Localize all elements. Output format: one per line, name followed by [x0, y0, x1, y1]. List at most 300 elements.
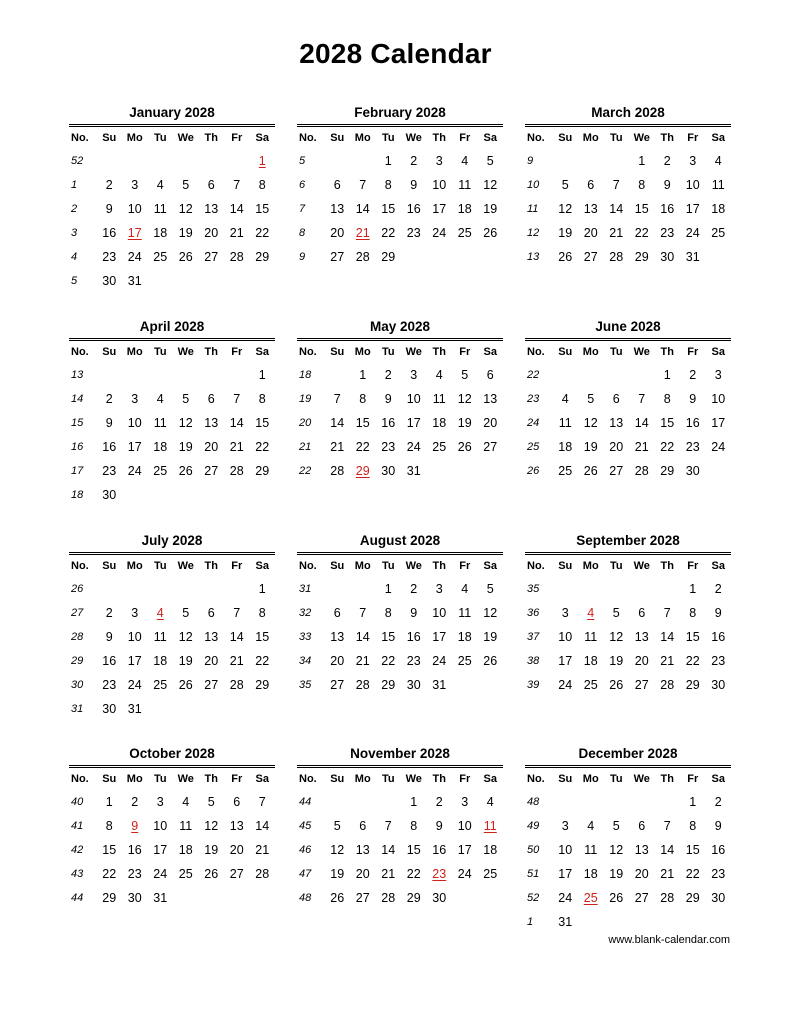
- week-number: 18: [299, 369, 312, 381]
- week-row: [297, 625, 503, 649]
- day-cell: 1: [663, 368, 671, 382]
- day-cell: 19: [483, 630, 498, 644]
- day-cell: [199, 269, 225, 293]
- day-cell: 9: [410, 606, 418, 620]
- day-cell: 26: [178, 464, 193, 478]
- weekday-header: Mo: [582, 773, 599, 785]
- week-row: [69, 221, 275, 245]
- weekday-header: We: [633, 560, 650, 572]
- day-cell: [350, 149, 376, 173]
- week-row: [525, 814, 731, 838]
- day-cell: 13: [609, 416, 624, 430]
- month-block: [297, 103, 503, 269]
- week-row: [525, 197, 731, 221]
- weekday-header: Fr: [687, 132, 699, 144]
- day-cell: 26: [483, 654, 498, 668]
- day-cell: 22: [255, 654, 270, 668]
- day-cell: 26: [558, 250, 573, 264]
- weekday-header: Mo: [354, 773, 371, 785]
- week-number: 1: [71, 179, 78, 191]
- day-cell: 18: [153, 440, 168, 454]
- day-cell: 29: [255, 678, 270, 692]
- day-cell: [199, 886, 225, 910]
- day-cell: 16: [660, 202, 675, 216]
- day-cell: 9: [105, 202, 113, 216]
- day-cell: 23: [406, 226, 421, 240]
- day-cell: 19: [178, 654, 193, 668]
- day-cell: 3: [435, 154, 443, 168]
- week-number: 10: [527, 179, 540, 191]
- weekday-header: Fr: [459, 346, 471, 358]
- day-cell: 15: [634, 202, 649, 216]
- day-cell: 3: [714, 368, 722, 382]
- day-cell: 30: [102, 488, 117, 502]
- day-cell: 26: [178, 250, 193, 264]
- day-cell: [325, 790, 351, 814]
- week-row: [297, 601, 503, 625]
- day-cell: [376, 790, 402, 814]
- day-cell: [224, 149, 250, 173]
- day-cell: [706, 245, 732, 269]
- weekday-header: Fr: [459, 773, 471, 785]
- week-number: 16: [71, 441, 84, 453]
- weekday-header: Su: [102, 560, 117, 572]
- week-number: 48: [527, 796, 540, 808]
- day-cell: 1: [258, 582, 266, 596]
- day-cell: 30: [381, 464, 396, 478]
- day-cell: 2: [105, 606, 113, 620]
- weekday-header: Fr: [687, 560, 699, 572]
- month-name: August 2028: [359, 533, 441, 548]
- day-cell: 30: [102, 702, 117, 716]
- day-cell: 17: [127, 440, 142, 454]
- weekday-header: Th: [660, 132, 674, 144]
- month-block: [69, 317, 275, 507]
- week-number: 31: [71, 703, 84, 715]
- day-cell: 11: [584, 630, 598, 644]
- day-cell: 6: [233, 795, 241, 809]
- day-cell: 28: [660, 678, 675, 692]
- weekday-header: Fr: [231, 132, 243, 144]
- day-cell: 21: [355, 654, 370, 668]
- day-cell: 27: [609, 464, 624, 478]
- day-cell: 5: [561, 178, 569, 192]
- day-cell: [97, 149, 123, 173]
- weekday-header: We: [405, 132, 422, 144]
- weekday-header: Th: [204, 346, 218, 358]
- day-cell: 1: [359, 368, 367, 382]
- day-cell: [97, 577, 123, 601]
- weekday-header: Th: [432, 560, 446, 572]
- day-cell: 14: [355, 630, 370, 644]
- day-cell: [148, 577, 174, 601]
- day-cell: 8: [410, 819, 418, 833]
- weekday-header: Th: [660, 346, 674, 358]
- weekday-header: Th: [660, 560, 674, 572]
- weekday-header: Th: [660, 773, 674, 785]
- day-cell: 10: [153, 819, 168, 833]
- day-cell: 23: [102, 464, 117, 478]
- day-cell: 16: [711, 843, 726, 857]
- day-cell: 11: [711, 178, 725, 192]
- month-name: July 2028: [141, 533, 203, 548]
- day-cell: 7: [612, 178, 620, 192]
- day-cell: 1: [638, 154, 646, 168]
- week-number: 4: [71, 251, 78, 263]
- day-cell: 21: [229, 226, 244, 240]
- day-cell: 12: [609, 630, 624, 644]
- day-cell: [148, 483, 174, 507]
- day-cell: [199, 697, 225, 721]
- month-block: [69, 531, 275, 721]
- day-cell: 11: [558, 416, 572, 430]
- day-cell: 24: [406, 440, 421, 454]
- weekday-header: Su: [330, 560, 345, 572]
- week-number-header: No.: [299, 560, 317, 572]
- day-cell: 13: [355, 843, 370, 857]
- week-row: [69, 601, 275, 625]
- day-cell: 31: [685, 250, 700, 264]
- day-cell: 25: [457, 226, 472, 240]
- day-cell: 15: [355, 416, 370, 430]
- day-cell: 3: [435, 582, 443, 596]
- day-cell: 10: [558, 630, 573, 644]
- month-name: September 2028: [576, 533, 680, 548]
- day-cell: [452, 459, 478, 483]
- day-cell: [629, 363, 655, 387]
- week-number: 31: [299, 583, 312, 595]
- month-name: May 2028: [369, 319, 431, 334]
- day-cell: 14: [330, 416, 345, 430]
- day-cell: [325, 577, 351, 601]
- month-block: [297, 531, 503, 697]
- day-cell: 18: [457, 630, 472, 644]
- week-number: 29: [71, 655, 84, 667]
- day-cell: 31: [558, 915, 573, 929]
- day-cell: [553, 577, 579, 601]
- weekday-header: We: [633, 132, 650, 144]
- day-cell: 12: [583, 416, 598, 430]
- day-cell: 21: [660, 654, 675, 668]
- day-cell: 9: [435, 819, 443, 833]
- week-number: 1: [527, 916, 534, 928]
- day-cell: [478, 673, 504, 697]
- day-cell: 29: [685, 678, 700, 692]
- day-cell: 25: [153, 464, 168, 478]
- day-cell: 30: [432, 891, 447, 905]
- week-row: [69, 363, 275, 387]
- day-cell: 2: [131, 795, 139, 809]
- day-cell: 15: [255, 202, 270, 216]
- holiday-day: 11: [483, 819, 497, 833]
- month-name: June 2028: [595, 319, 661, 334]
- week-number: 51: [527, 868, 540, 880]
- week-row: [297, 197, 503, 221]
- day-cell: 22: [406, 867, 421, 881]
- day-cell: 16: [381, 416, 396, 430]
- day-cell: 30: [406, 678, 421, 692]
- weekday-header: Sa: [483, 560, 497, 572]
- day-cell: 23: [102, 250, 117, 264]
- weekday-header: Su: [330, 132, 345, 144]
- week-row: [69, 838, 275, 862]
- day-cell: 23: [127, 867, 142, 881]
- weekday-header: Tu: [153, 773, 167, 785]
- day-cell: 18: [153, 654, 168, 668]
- week-row: [69, 459, 275, 483]
- day-cell: 3: [561, 819, 569, 833]
- day-cell: [224, 363, 250, 387]
- week-row: [297, 435, 503, 459]
- day-cell: [427, 245, 453, 269]
- weekday-header: Su: [558, 560, 573, 572]
- weekday-header: Th: [204, 132, 218, 144]
- day-cell: 18: [483, 843, 498, 857]
- day-cell: [452, 245, 478, 269]
- day-cell: [629, 577, 655, 601]
- day-cell: [97, 363, 123, 387]
- week-row: [525, 601, 731, 625]
- day-cell: [325, 149, 351, 173]
- day-cell: 8: [663, 392, 671, 406]
- day-cell: 26: [609, 891, 624, 905]
- day-cell: 12: [330, 843, 345, 857]
- week-row: [297, 673, 503, 697]
- day-cell: 19: [178, 226, 193, 240]
- day-cell: 14: [355, 202, 370, 216]
- day-cell: 4: [435, 368, 443, 382]
- day-cell: 16: [406, 630, 421, 644]
- week-row: [525, 673, 731, 697]
- day-cell: 25: [483, 867, 498, 881]
- day-cell: 14: [609, 202, 624, 216]
- week-number: 34: [299, 655, 312, 667]
- day-cell: 15: [381, 202, 396, 216]
- weekday-header: Fr: [231, 560, 243, 572]
- weekday-header: Mo: [126, 346, 143, 358]
- day-cell: 11: [153, 630, 167, 644]
- day-cell: [148, 697, 174, 721]
- day-cell: 4: [156, 392, 164, 406]
- week-number: 43: [71, 868, 84, 880]
- weekday-header: We: [633, 773, 650, 785]
- day-cell: [148, 269, 174, 293]
- day-cell: 8: [258, 178, 266, 192]
- day-cell: [427, 459, 453, 483]
- week-number: 46: [299, 844, 312, 856]
- week-number-header: No.: [71, 346, 89, 358]
- day-cell: [173, 363, 199, 387]
- week-number: 49: [527, 820, 540, 832]
- day-cell: [173, 149, 199, 173]
- day-cell: 16: [102, 226, 117, 240]
- weekday-header: We: [405, 773, 422, 785]
- day-cell: 5: [486, 582, 494, 596]
- week-number: 22: [527, 369, 540, 381]
- weekday-header: Th: [432, 346, 446, 358]
- weekday-header: Sa: [483, 346, 497, 358]
- day-cell: 18: [178, 843, 193, 857]
- day-cell: 24: [457, 867, 472, 881]
- day-cell: 3: [131, 606, 139, 620]
- day-cell: 9: [105, 416, 113, 430]
- day-cell: 9: [384, 392, 392, 406]
- day-cell: [250, 886, 276, 910]
- day-cell: 14: [634, 416, 649, 430]
- day-cell: 27: [204, 464, 219, 478]
- day-cell: 13: [229, 819, 244, 833]
- weekday-header: Sa: [255, 346, 269, 358]
- day-cell: 12: [457, 392, 472, 406]
- weekday-header: Tu: [609, 560, 623, 572]
- weekday-header: Th: [432, 773, 446, 785]
- day-cell: 18: [711, 202, 726, 216]
- day-cell: 21: [634, 440, 649, 454]
- day-cell: [224, 886, 250, 910]
- week-number: 32: [299, 607, 312, 619]
- day-cell: [122, 483, 148, 507]
- week-row: [297, 862, 503, 886]
- day-cell: 22: [685, 867, 700, 881]
- day-cell: 2: [410, 154, 418, 168]
- week-number: 3: [71, 227, 78, 239]
- weekday-header-row: [69, 127, 275, 149]
- day-cell: 14: [255, 819, 270, 833]
- week-row: [525, 577, 731, 601]
- day-cell: 8: [258, 606, 266, 620]
- day-cell: 7: [233, 178, 241, 192]
- day-cell: 24: [558, 891, 573, 905]
- day-cell: [629, 910, 655, 934]
- week-row: [297, 838, 503, 862]
- day-cell: 20: [204, 654, 219, 668]
- week-number: 6: [299, 179, 306, 191]
- weekday-header: Sa: [255, 132, 269, 144]
- day-cell: 10: [432, 178, 447, 192]
- day-cell: 28: [355, 250, 370, 264]
- day-cell: 16: [406, 202, 421, 216]
- day-cell: [655, 577, 681, 601]
- weekday-header: Sa: [711, 346, 725, 358]
- week-row: [297, 814, 503, 838]
- day-cell: 13: [583, 202, 598, 216]
- week-row: [69, 697, 275, 721]
- day-cell: [604, 910, 630, 934]
- day-cell: 8: [638, 178, 646, 192]
- day-cell: 17: [711, 416, 726, 430]
- day-cell: 17: [432, 202, 447, 216]
- day-cell: 2: [714, 795, 722, 809]
- day-cell: [173, 886, 199, 910]
- day-cell: 28: [634, 464, 649, 478]
- weekday-header: Tu: [381, 346, 395, 358]
- day-cell: 29: [381, 250, 396, 264]
- day-cell: 11: [584, 843, 598, 857]
- holiday-day: 29: [355, 464, 370, 478]
- weekday-header: Fr: [687, 773, 699, 785]
- weekday-header: Tu: [381, 560, 395, 572]
- day-cell: 12: [558, 202, 573, 216]
- weekday-header: Mo: [582, 560, 599, 572]
- weekday-header: Sa: [255, 560, 269, 572]
- week-number: 42: [71, 844, 84, 856]
- week-row: [525, 838, 731, 862]
- day-cell: 27: [355, 891, 370, 905]
- week-number: 14: [71, 393, 84, 405]
- weekday-header: We: [177, 132, 194, 144]
- day-cell: 26: [609, 678, 624, 692]
- day-cell: [452, 886, 478, 910]
- weekday-header: Th: [432, 132, 446, 144]
- week-number: 19: [299, 393, 312, 405]
- day-cell: 20: [330, 654, 345, 668]
- day-cell: 22: [355, 440, 370, 454]
- week-number: 9: [527, 155, 534, 167]
- day-cell: 10: [457, 819, 472, 833]
- day-cell: 22: [685, 654, 700, 668]
- day-cell: 26: [483, 226, 498, 240]
- day-cell: 15: [255, 630, 270, 644]
- weekday-header: Su: [102, 346, 117, 358]
- day-cell: 2: [663, 154, 671, 168]
- day-cell: 23: [406, 654, 421, 668]
- day-cell: 1: [384, 154, 392, 168]
- weekday-header: Sa: [711, 773, 725, 785]
- week-number: 11: [527, 203, 539, 215]
- day-cell: 18: [583, 867, 598, 881]
- week-row: [525, 363, 731, 387]
- day-cell: 8: [258, 392, 266, 406]
- day-cell: 20: [609, 440, 624, 454]
- day-cell: [553, 149, 579, 173]
- day-cell: 11: [153, 416, 167, 430]
- day-cell: 31: [432, 678, 447, 692]
- week-number: 8: [299, 227, 306, 239]
- week-number: 44: [71, 892, 84, 904]
- day-cell: 16: [102, 440, 117, 454]
- week-row: [297, 577, 503, 601]
- day-cell: 10: [711, 392, 726, 406]
- week-number: 28: [71, 631, 84, 643]
- weekday-header: Su: [102, 773, 117, 785]
- day-cell: 8: [384, 606, 392, 620]
- day-cell: 10: [685, 178, 700, 192]
- week-row: [525, 435, 731, 459]
- weekday-header-row: [69, 768, 275, 790]
- weekday-header-row: [525, 555, 731, 577]
- day-cell: 10: [406, 392, 421, 406]
- credit-link[interactable]: www.blank-calendar.com: [608, 934, 730, 946]
- day-cell: [604, 790, 630, 814]
- day-cell: [173, 697, 199, 721]
- week-row: [297, 149, 503, 173]
- day-cell: 28: [381, 891, 396, 905]
- weekday-header: Su: [558, 346, 573, 358]
- week-number: 13: [527, 251, 540, 263]
- weekday-header-row: [297, 768, 503, 790]
- week-row: [69, 673, 275, 697]
- day-cell: 27: [204, 678, 219, 692]
- day-cell: 8: [359, 392, 367, 406]
- day-cell: 22: [381, 654, 396, 668]
- day-cell: 19: [457, 416, 472, 430]
- day-cell: 28: [229, 250, 244, 264]
- day-cell: 21: [229, 654, 244, 668]
- day-cell: 1: [105, 795, 113, 809]
- week-row: [525, 245, 731, 269]
- day-cell: [122, 363, 148, 387]
- week-row: [525, 221, 731, 245]
